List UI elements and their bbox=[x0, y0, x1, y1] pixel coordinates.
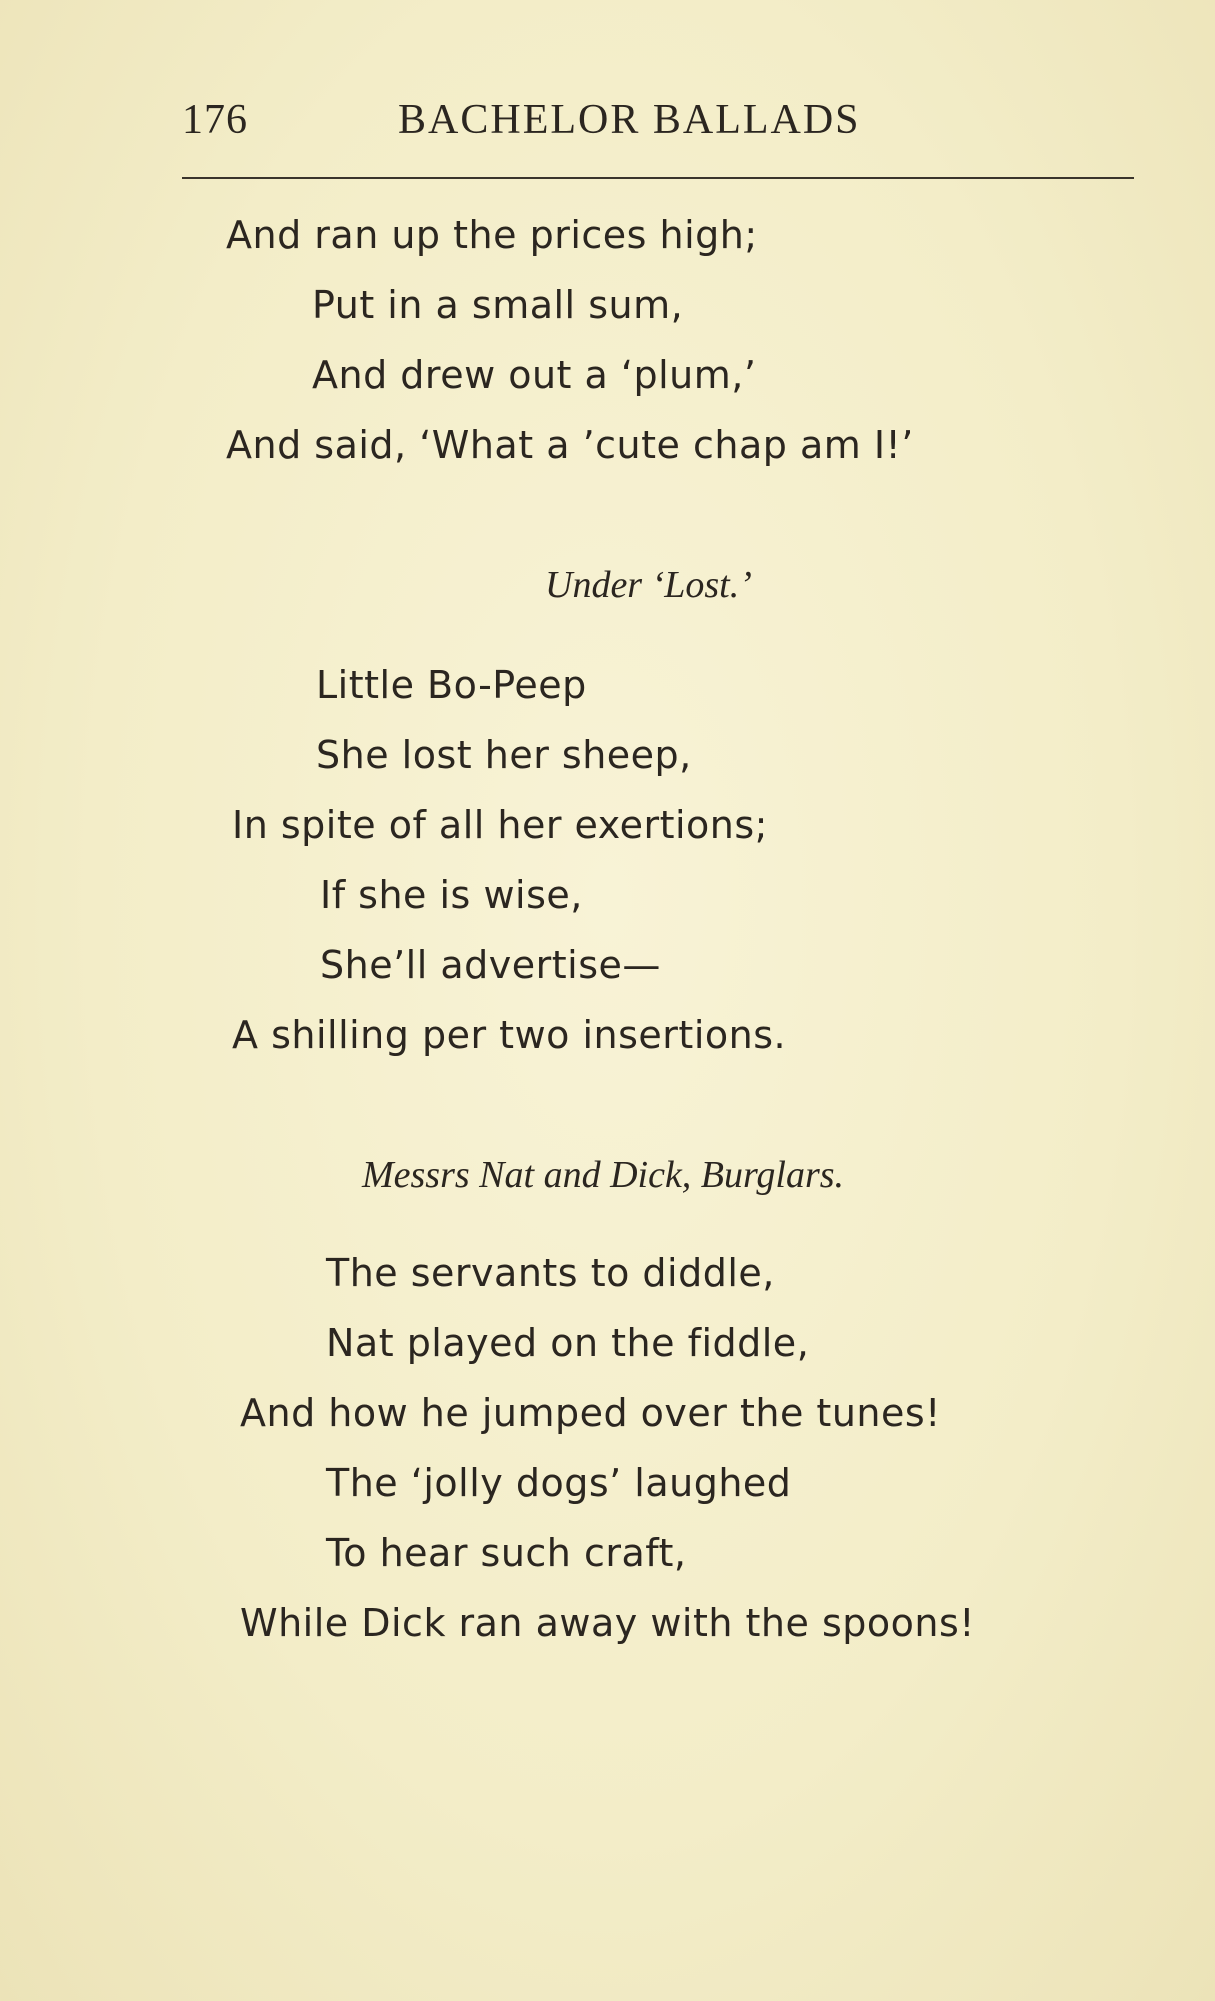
poem-line: She’ll advertise— bbox=[320, 943, 661, 987]
poem-line: She lost her sheep, bbox=[316, 733, 692, 777]
poem-line: To hear such craft, bbox=[326, 1531, 687, 1575]
poem-line: Nat played on the fiddle, bbox=[326, 1321, 810, 1365]
poem-line: And said, ‘What a ’cute chap am I!’ bbox=[226, 423, 914, 467]
poem-line: While Dick ran away with the spoons! bbox=[240, 1601, 975, 1645]
poem-line: And ran up the prices high; bbox=[226, 213, 758, 257]
poem-line: And drew out a ‘plum,’ bbox=[312, 353, 757, 397]
poem-line: Little Bo-Peep bbox=[316, 663, 587, 707]
poem-line: Put in a small sum, bbox=[312, 283, 684, 327]
section-heading-lost: Under ‘Lost.’ bbox=[545, 564, 752, 606]
poem-line: The servants to diddle, bbox=[326, 1251, 775, 1295]
poem-line: And how he jumped over the tunes! bbox=[240, 1391, 941, 1435]
poem-line: In spite of all her exertions; bbox=[232, 803, 768, 847]
section-heading-burglars: Messrs Nat and Dick, Burglars. bbox=[362, 1154, 845, 1196]
page-number: 176 bbox=[182, 97, 248, 143]
poem-line: A shilling per two insertions. bbox=[232, 1013, 787, 1057]
poem-line: If she is wise, bbox=[320, 873, 583, 917]
running-title: BACHELOR BALLADS bbox=[398, 97, 861, 143]
header-rule bbox=[182, 177, 1134, 179]
running-head bbox=[182, 96, 1132, 156]
poem-line: The ‘jolly dogs’ laughed bbox=[326, 1461, 792, 1505]
